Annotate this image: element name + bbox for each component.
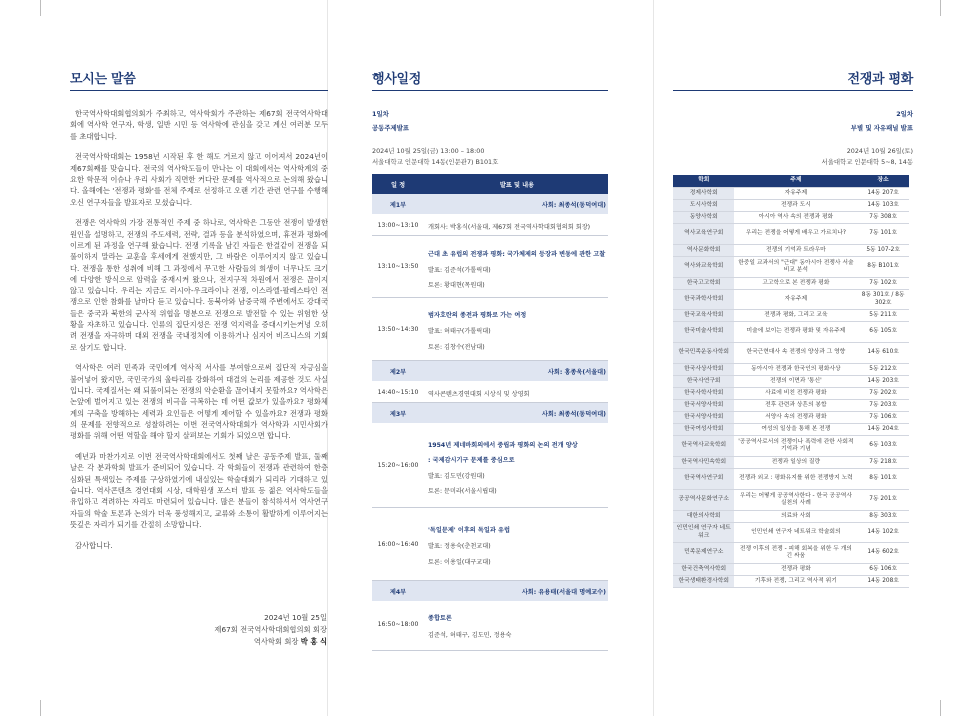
part-chair: 사회: 최종석(동덕여대) [541, 202, 606, 209]
society-name: 한국생태환경사학회 [673, 576, 734, 588]
session-topic: 전후 관련과 상흔의 봉합 [734, 400, 857, 412]
table-row [673, 376, 909, 388]
session-topic: 한국근현대사 속 전쟁의 양상과 그 영향 [734, 343, 857, 364]
session-row [372, 508, 608, 581]
session-room: 14동 203호 [857, 376, 909, 388]
part-row [372, 581, 608, 601]
session-row [372, 381, 608, 403]
session-room: 8동 303호 [857, 511, 909, 523]
session-title: 범자호란의 종전과 평화로 가는 여정 [428, 312, 527, 319]
part-chair: 사회: 유용태(서울대 명예교수) [521, 589, 606, 596]
table-row [673, 257, 909, 278]
table-row [673, 543, 909, 564]
society-name: 한국서양사학회 [673, 400, 734, 412]
part-label: 제2부 [389, 369, 407, 376]
session-line: 김준석, 허태구, 김도민, 정용숙 [428, 632, 512, 639]
session-time: 16:50~18:00 [377, 621, 419, 628]
session-room: 5동 211호 [857, 310, 909, 322]
session-discussant: 토론: 김창수(전남대) [428, 344, 485, 351]
header-place: 장소 [857, 175, 909, 188]
part-label: 제3부 [389, 411, 407, 418]
header-content: 발표 및 내용 [499, 182, 535, 189]
session-room: 14동 103호 [857, 200, 909, 212]
letter-paragraph: 예년과 마찬가지로 이번 전국역사학대회에서도 첫째 날은 공동주제 발표, 둘째 날은 각 분과학회 발표가 준비되어 있습니다. 각 학회들이 전쟁과 관련하여 한층 심화된 특색있는 주제를 구상하였기에 내실있는 학술대회가 되리라 기대하고 있습니다. 역사콘텐츠 경연대회 시상, 대학원생 포스터 발표 등 젊은 역사학도들을 유입하고 격려하는 자리도 마련되어 있습니다. 많은 분들이 참석하셔서 역사연구자들의 학술 토론과 논의가 더욱 풍성해지고, 교류와 소통이 활발하게 이루어지는 뜻깊은 자리가 되기를 간절히 소망합니다. [70, 452, 328, 529]
event-date: 2024년 10월 26일(토) [846, 147, 913, 155]
session-title: 종합토론 [428, 615, 452, 622]
table-row [673, 200, 909, 212]
session-row [372, 214, 608, 236]
society-name: 한국사상사학회 [673, 364, 734, 376]
letter-paragraph: 역사학은 여러 민족과 국민에게 역사적 서사를 부여함으로써 집단적 자긍심을 불어넣어 왔지만, 국민국가의 울타리를 강화하여 대결의 논리를 제공한 것도 사실입니다. 국제질서는 왜 되풀이되는 전쟁의 악순환을 끊어내지 못할까요? 역사학은 논앞에 벌어지고 있는 전쟁의 비극을 극복하는 데 어떤 값보가 있을까요? 평화체계의 구축을 방해하는 세력과 요인들은 어떻게 제어할 수 있을까요? 전쟁과 평화의 문제를 전향적으로 성찰하려는 이번 전국역사학대회가 역사학과 시민사회가 평화를 위해 어떤 역할을 해야 할지 살펴보는 기회가 되었으면 합니다. [70, 363, 328, 441]
letter-paragraph: 한국역사학대회협의회가 주최하고, 역사학회가 주관하는 제67회 전국역사학대회에 역사학 연구자, 학생, 일반 시민 등 역사학에 관심을 갖고 계신 여러분 모두를 초대합니다. [70, 109, 328, 141]
session-topic: 사료에 비친 전쟁과 평화 [734, 388, 857, 400]
session-line: 개회사: 박홍식(서울대, 제67회 전국역사학대회협의회 회장) [428, 224, 591, 231]
session-room: 6동 103호 [857, 436, 909, 457]
session-topic: 의료와 사회 [734, 511, 857, 523]
part-label: 제1부 [389, 202, 407, 209]
session-topic: 아시아 역사 속의 전쟁과 평화 [734, 212, 857, 224]
session-room: 5동 107-2호 [857, 245, 909, 257]
session-topic: 전쟁의 이면과 '통신' [734, 376, 857, 388]
part-chair: 사회: 홍종욱(서울대) [547, 369, 606, 376]
event-datetime: 2024년 10월 25일(금) 13:00 – 18:00 [372, 147, 485, 155]
society-name: 한국역사연구회 [673, 469, 734, 490]
table-row [673, 212, 909, 224]
session-topic: 전쟁과 외교 : 평화유지를 위한 전쟁방지 노력 [734, 469, 857, 490]
session-room: 14동 102호 [857, 523, 909, 543]
table-row [673, 224, 909, 245]
session-time: 15:20~16:00 [377, 462, 419, 469]
session-room: 7동 308호 [857, 212, 909, 224]
society-name: 인민인쇄 연구자 네트워크 [673, 523, 734, 543]
event-place: 서울대학교 인문대학 14동(인문관7) B101호 [372, 158, 499, 166]
header-org: 학회 [673, 175, 734, 188]
session-room: 8동 301호 / 8동 302호 [857, 290, 909, 310]
session-subtitle: : 국제감시기구 문제를 중심으로 [428, 457, 515, 464]
table-row [673, 412, 909, 424]
session-room: 7동 106호 [857, 412, 909, 424]
event-place: 서울대학교 인문대학 5~8, 14동 [821, 158, 913, 166]
session-time: 16:00~16:40 [377, 541, 419, 548]
session-presenter: 발표: 김도민(강원대) [428, 473, 485, 480]
society-name: 공공역사문화연구소 [673, 490, 734, 511]
session-title: '독일문제' 이후의 독일과 유럽 [428, 527, 510, 534]
society-name: 역사교육연구회 [673, 224, 734, 245]
session-topic: 고고학으로 본 전쟁과 평화 [734, 278, 857, 290]
session-topic: 동아시아 전쟁과 한국인의 평화사상 [734, 364, 857, 376]
session-topic: 인민인쇄 연구자 네트워크 학술회의 [734, 523, 857, 543]
session-room: 7동 202호 [857, 388, 909, 400]
session-topic: 전쟁과 도시 [734, 200, 857, 212]
session-topic: 우리는 어떻게 공공역사한다 - 한국 공공역사 실천의 사례 [734, 490, 857, 511]
session-discussant: 토론: 이용일(대구교대) [428, 559, 491, 566]
theme-title: 전쟁과 평화 [847, 72, 913, 87]
society-name: 동양사학회 [673, 212, 734, 224]
session-room: 7동 218호 [857, 457, 909, 469]
session-time: 13:50~14:30 [377, 326, 419, 333]
table-row [673, 469, 909, 490]
table-row [673, 245, 909, 257]
society-name: 경제사학회 [673, 188, 734, 200]
session-topic: 자유주제 [734, 290, 857, 310]
session-time: 13:00~13:10 [377, 222, 419, 229]
session-row [372, 236, 608, 298]
letter-org: 제67회 전국역사학대회협의회 회장 [214, 625, 327, 634]
letter-signer [150, 637, 327, 647]
session-topic: 전쟁과 일상의 질량 [734, 457, 857, 469]
invitation-letter [70, 108, 328, 560]
society-name: 대한의사학회 [673, 511, 734, 523]
society-name: 한국고고학회 [673, 278, 734, 290]
table-row [673, 188, 909, 200]
session-topic: 여성의 일상을 통해 본 전쟁 [734, 424, 857, 436]
session-room: 14동 610호 [857, 343, 909, 364]
letter-paragraph: 전쟁은 역사학의 가장 전통적인 주제 중 하나로, 역사학은 그동안 전쟁이 발생한 원인을 설명하고, 전쟁의 주도세력, 전략, 결과 등을 분석하였으며, 휴전과 평화에 이르게 된 과정을 연구해 왔습니다. 전쟁 기록을 남긴 자들은 한결같이 전쟁을 되풀이하지 말라는 교훈을 후세에게 전했지만, 그 바람은 이루어지지 않고 있습니다. 전쟁을 통한 성취에 비해 그 과정에서 무고한 사람들의 희생이 너무나도 크기에 다양한 방식으로 암력을 중재시켜 왔으나, 전지구적 차원에서 전쟁은 끊이지 않고 있습니다. 우리는 지금도 러시아-우크라이나 전쟁, 이스라엘-팔레스타인 전쟁으로 인한 참화를 날마다 듣고 있습니다. 동북아와 남중국해 주변에서도 강대국들은 중국과 북한의 군사적 위협을 명분으로 전쟁으로 발전할 수 있는 위험한 상황을 자초하고 있습니다. 인류의 집단지성은 전쟁 억지력을 증대시키는커녕 오히려 전쟁을 자극하며 대외 전쟁을 국내정치에 이용하거나 심지어 비즈니스의 기회로 삼기도 합니다. [70, 218, 328, 352]
session-room: 6동 105호 [857, 322, 909, 343]
title-rule [70, 90, 328, 91]
session-presenter: 발표: 정용숙(춘천교대) [428, 543, 491, 550]
session-discussant: 토론: 문미라(서울시립대) [428, 488, 497, 495]
session-presenter: 발표: 김준석(가톨릭대) [428, 267, 491, 274]
session-topic: 전쟁과 평화 [734, 564, 857, 576]
session-row [372, 601, 608, 651]
session-room: 7동 101호 [857, 224, 909, 245]
session-topic: 전쟁 이후의 전쟁 - 피해 회복을 위한 두 개의 긴 싸움 [734, 543, 857, 564]
session-discussant: 토론: 황대현(목원대) [428, 282, 485, 289]
session-room: 14동 208호 [857, 576, 909, 588]
session-room: 7동 203호 [857, 400, 909, 412]
table-row [673, 457, 909, 469]
session-topic: 미술에 보이는 전쟁과 평화 및 자유주제 [734, 322, 857, 343]
session-topic: '공공역사로서의 전쟁이나 폭력에 관한 사회적 기억과 기념 [734, 436, 857, 457]
table-body [673, 188, 909, 588]
table-row [673, 400, 909, 412]
session-row [372, 423, 608, 508]
society-name: 역사문화학회 [673, 245, 734, 257]
part-label: 제4부 [389, 589, 407, 596]
table-row [673, 424, 909, 436]
society-name: 한국사연구회 [673, 376, 734, 388]
table-row [673, 364, 909, 376]
header-topic: 주제 [734, 175, 857, 188]
session-topic: 전쟁의 기억과 트라우마 [734, 245, 857, 257]
session-row [372, 298, 608, 361]
day-label: 2일차 [896, 110, 913, 118]
table-row [673, 290, 909, 310]
letter-date: 2024년 10월 25일 [264, 613, 327, 622]
session-topic: 전쟁과 평화, 그리고 교육 [734, 310, 857, 322]
society-name: 역사와교육학회 [673, 257, 734, 278]
signer-name: 박 홍 식 [300, 637, 327, 646]
session-room: 14동 602호 [857, 543, 909, 564]
signer-role: 역사학회 회장 [253, 637, 299, 646]
title-rule [372, 90, 608, 91]
session-room: 14동 204호 [857, 424, 909, 436]
schedule-header [372, 174, 608, 194]
session-presenter: 발표: 허태구(가톨릭대) [428, 328, 491, 335]
table-row [673, 564, 909, 576]
society-name: 민족문제연구소 [673, 543, 734, 564]
session-room: 8동 B101호 [857, 257, 909, 278]
table-row [673, 436, 909, 457]
title-rule [673, 90, 913, 91]
day-label: 1일차 [372, 110, 389, 118]
session-topic: 우리는 전쟁을 어떻게 배우고 가르치나? [734, 224, 857, 245]
table-row [673, 310, 909, 322]
society-name: 한국여성사학회 [673, 424, 734, 436]
schedule-title: 행사일정 [372, 72, 422, 87]
session-topic: 서양사 속의 전쟁과 평화 [734, 412, 857, 424]
table-row [673, 278, 909, 290]
society-name: 한국과학사학회 [673, 290, 734, 310]
session-topic: 기후와 전쟁, 그리고 역사적 위기 [734, 576, 857, 588]
session-room: 6동 106호 [857, 564, 909, 576]
session-room: 5동 212호 [857, 364, 909, 376]
table-row [673, 343, 909, 364]
part-row [372, 403, 608, 423]
session-title: 1954년 제네바회의에서 중립과 평화의 논의 전개 양상 [428, 442, 578, 449]
session-room: 7동 102호 [857, 278, 909, 290]
society-name: 도시사학회 [673, 200, 734, 212]
day-subtitle: 부별 및 자유패널 발표 [850, 124, 913, 132]
part-row [372, 194, 608, 214]
session-room: 7동 201호 [857, 490, 909, 511]
society-name: 한국역사민속학회 [673, 457, 734, 469]
header-time: 일 정 [390, 182, 406, 189]
society-name: 한국교육사학회 [673, 310, 734, 322]
table-row [673, 511, 909, 523]
session-time: 13:10~13:50 [377, 263, 419, 270]
society-name: 한국역사교육학회 [673, 436, 734, 457]
session-topic: 자유주제 [734, 188, 857, 200]
letter-paragraph: 전국역사학대회는 1958년 시작된 후 한 해도 거르지 않고 이어져서 2024년이 제67회째를 맞습니다. 전국의 역사학도들이 만나는 이 대회에서는 역사학계의 중요한 학문적 이슈나 우리 사회가 직면한 커다란 문제를 역사적으로 논의해 왔습니다. 올해에는 '전쟁과 평화'를 전체 주제로 선정하고 오랜 기간 관련 연구를 수행해 오신 연구자들을 발표자로 모셨습니다. [70, 152, 328, 207]
session-line: 역사콘텐츠경연대회 시상식 및 상영회 [428, 391, 530, 398]
society-sessions-table [673, 175, 909, 588]
table-row [673, 388, 909, 400]
part-chair: 사회: 최종석(동덕여대) [541, 411, 606, 418]
society-name: 한국미술사학회 [673, 322, 734, 343]
society-name: 한국사학사학회 [673, 388, 734, 400]
session-room: 8동 101호 [857, 469, 909, 490]
session-time: 14:40~15:10 [377, 389, 419, 396]
table-row [673, 322, 909, 343]
table-row [673, 576, 909, 588]
session-title: 근대 초 유럽의 전쟁과 평화: 국가체제의 등장과 변동에 관한 고찰 [428, 251, 606, 258]
letter-closing: 감사합니다. [75, 540, 113, 550]
table-row [673, 490, 909, 511]
invitation-title: 모시는 말씀 [70, 72, 136, 87]
part-row [372, 361, 608, 381]
session-room: 14동 207호 [857, 188, 909, 200]
society-name: 한국건축역사학회 [673, 564, 734, 576]
table-header-row [673, 175, 909, 188]
society-name: 한국민족운동사학회 [673, 343, 734, 364]
society-name: 한국서양사학회 [673, 412, 734, 424]
session-topic: 한중일 교과서의 "근대" 동아시아 전쟁사 서술 비교 분석 [734, 257, 857, 278]
table-row [673, 523, 909, 543]
day-subtitle: 공동주제발표 [372, 124, 410, 132]
